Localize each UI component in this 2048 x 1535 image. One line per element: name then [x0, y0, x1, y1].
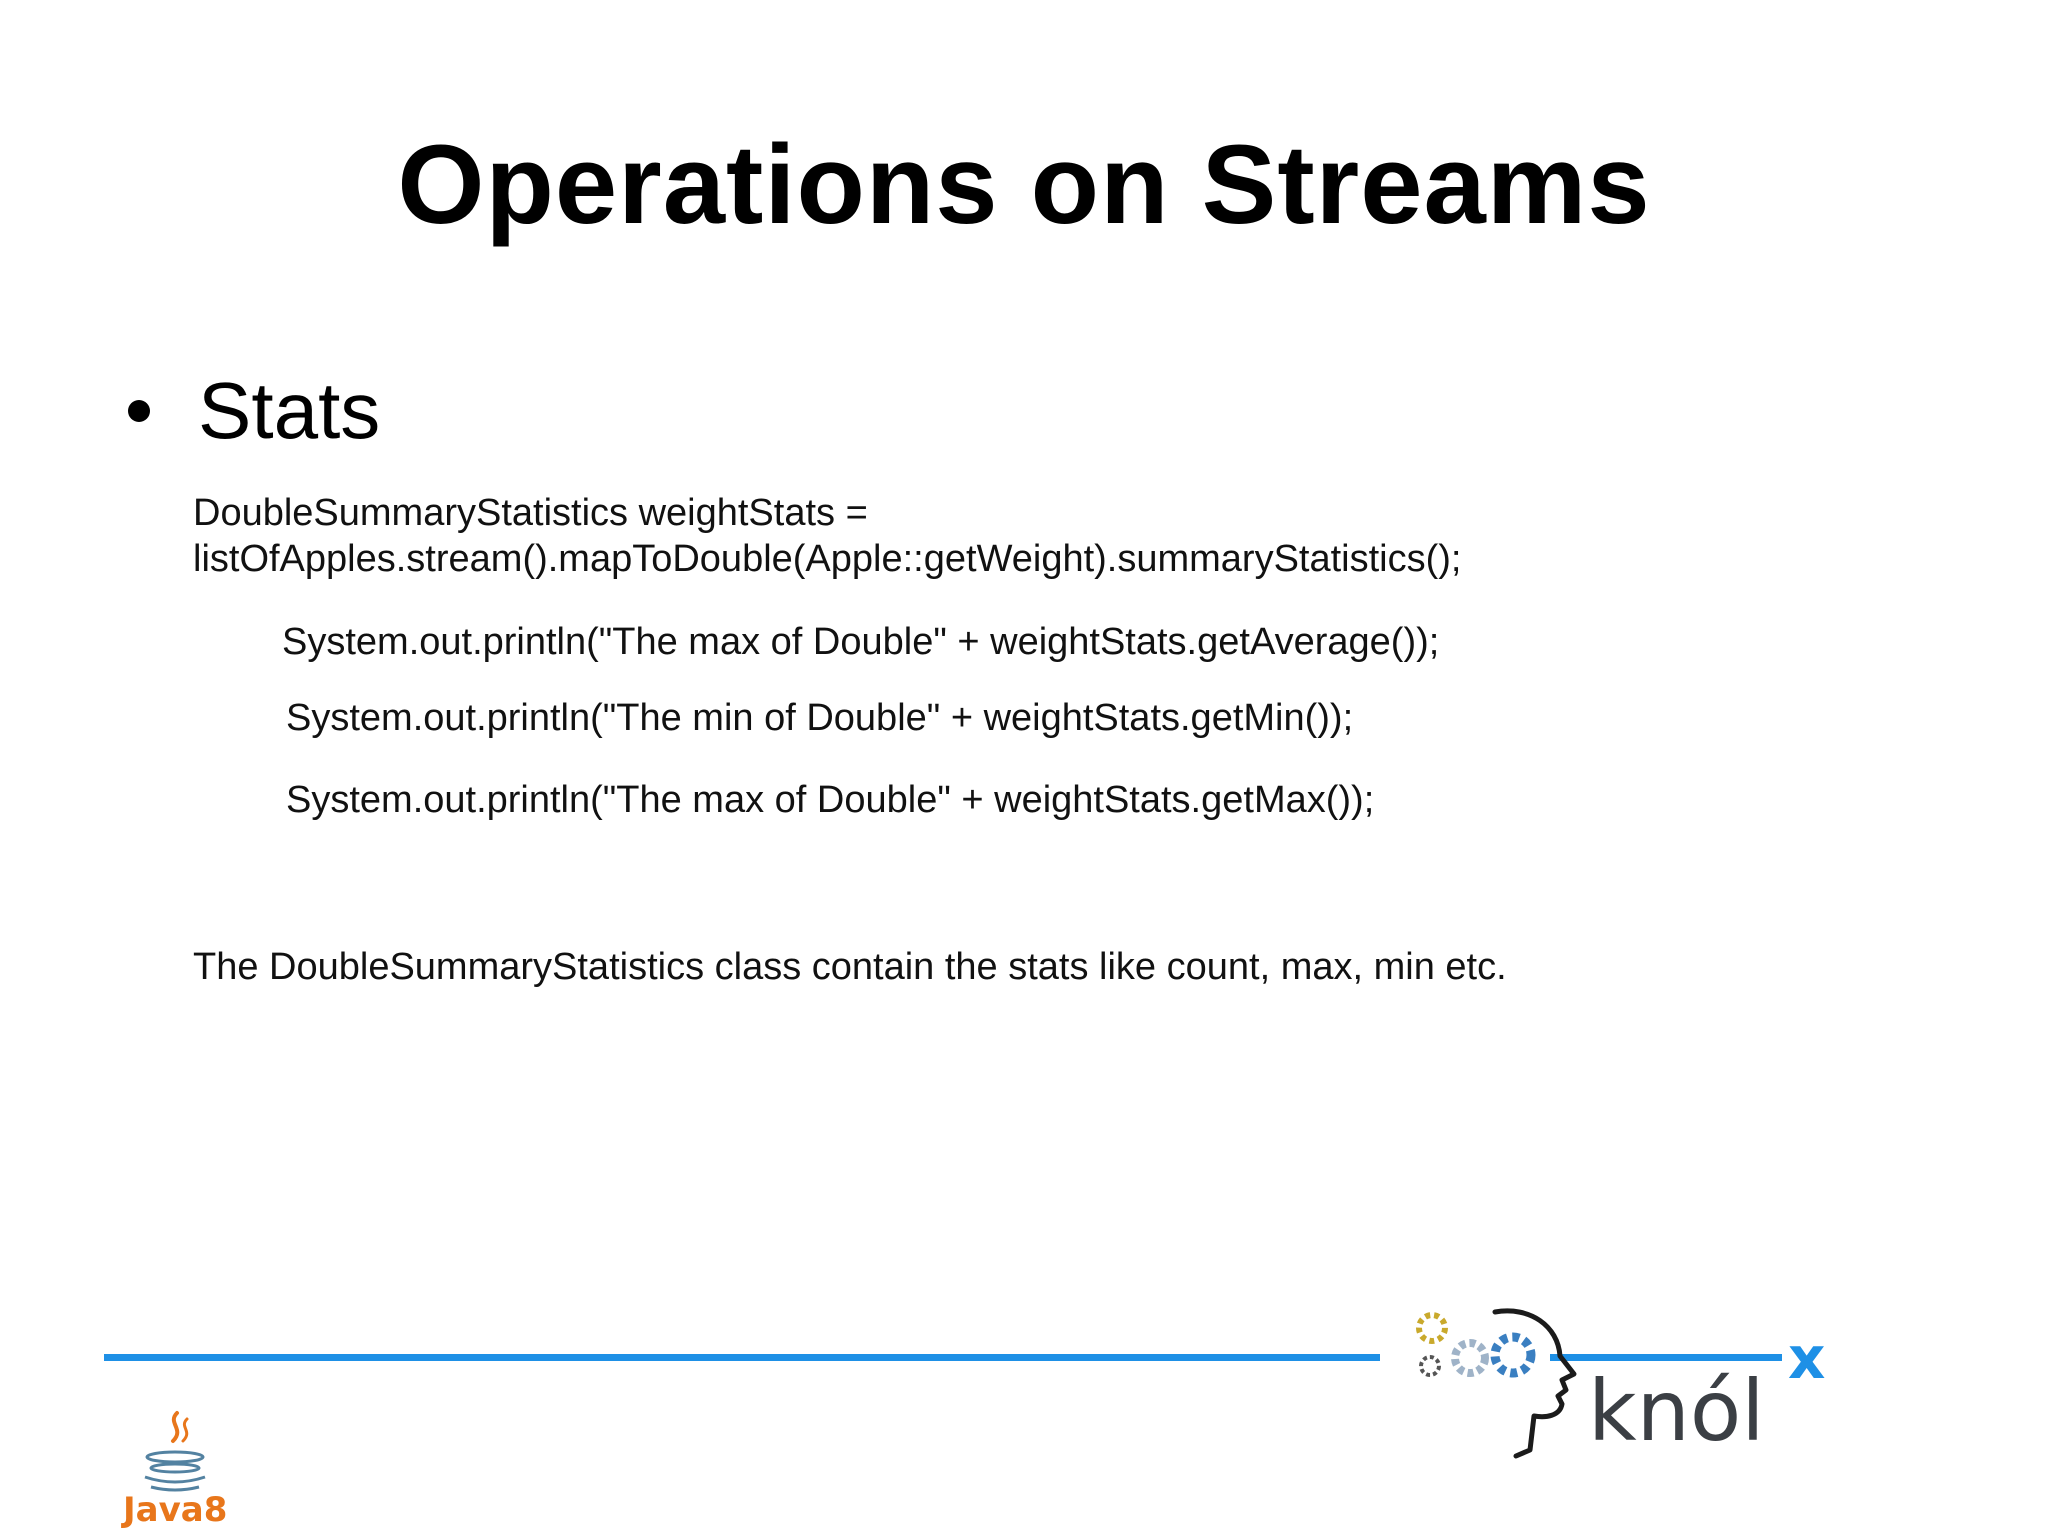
java8-wordmark: Java8 — [123, 1490, 228, 1530]
bullet-dot-icon — [128, 400, 150, 422]
code-line-1: DoubleSummaryStatistics weightStats = — [193, 492, 868, 534]
gear-cluster-icon — [1419, 1315, 1531, 1375]
bullet-label: Stats — [198, 366, 381, 455]
footer-rule-left — [104, 1354, 1380, 1361]
knolx-wordmark: knól — [1588, 1362, 1765, 1460]
java8-logo — [115, 1405, 245, 1530]
code-line-3: System.out.println("The max of Double" + weightStats.getAverage()); — [282, 621, 1440, 663]
head-profile-icon — [1495, 1311, 1574, 1456]
description-text: The DoubleSummaryStatistics class contain the stats like count, max, min etc. — [193, 946, 1507, 988]
code-line-5: System.out.println("The max of Double" + weightStats.getMax()); — [286, 779, 1375, 821]
bullet-item-stats — [128, 365, 380, 457]
java-coffee-cup-icon — [145, 1413, 205, 1490]
slide-title: Operations on Streams — [397, 122, 1651, 247]
knolx-logo — [1390, 1300, 1860, 1480]
code-line-2: listOfApples.stream().mapToDouble(Apple::getWeight).summaryStatistics(); — [193, 538, 1462, 580]
knolx-superscript: x — [1788, 1324, 1826, 1392]
code-line-4: System.out.println("The min of Double" + weightStats.getMin()); — [286, 697, 1354, 739]
